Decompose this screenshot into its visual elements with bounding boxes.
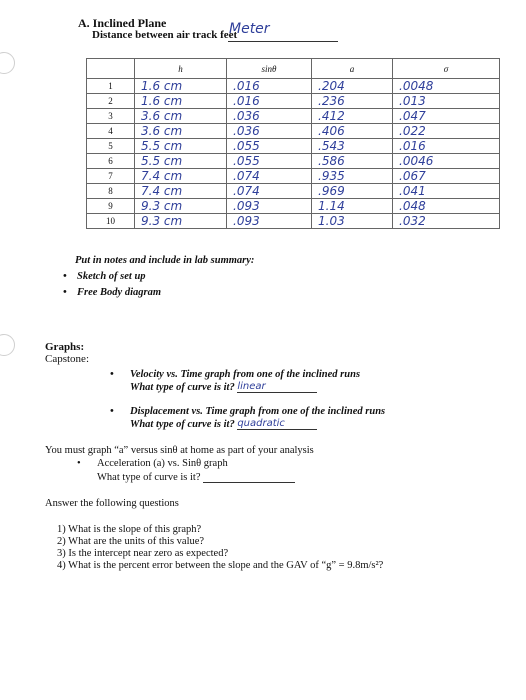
cell-sigma: .0046: [393, 154, 500, 169]
notes-instruction: Put in notes and include in lab summary:: [75, 255, 255, 266]
cell-a: .204: [312, 79, 393, 94]
cell-h: 5.5 cm: [135, 139, 227, 154]
q2-answer-line: [237, 418, 317, 430]
q2-line2: What type of curve is it?: [130, 419, 235, 430]
cell-sin: .016: [227, 79, 312, 94]
cell-sigma: .041: [393, 184, 500, 199]
must-graph-sub: [97, 471, 295, 483]
notes-bullet-item: [63, 287, 161, 298]
graph-question-2: [110, 406, 385, 417]
capstone-label: Capstone:: [45, 353, 89, 365]
header-h: h: [135, 59, 227, 79]
cell-sigma: .047: [393, 109, 500, 124]
questions-intro: Answer the following questions: [45, 498, 179, 509]
cell-sigma: .022: [393, 124, 500, 139]
graph-question-1: [110, 369, 360, 380]
cell-sin: .055: [227, 139, 312, 154]
row-number: 6: [87, 154, 135, 169]
must-graph-bullet: Acceleration (a) vs. Sinθ graph: [97, 458, 228, 469]
table-row: [87, 154, 500, 169]
cell-sigma: .067: [393, 169, 500, 184]
cell-sigma: .048: [393, 199, 500, 214]
table-row: [87, 199, 500, 214]
table-header-row: [87, 59, 500, 79]
cell-sin: .016: [227, 94, 312, 109]
q1-answer: linear: [237, 381, 266, 392]
cell-sin: .036: [227, 109, 312, 124]
q2-line1: Displacement vs. Time graph from one of the inclined runs: [130, 406, 386, 417]
header-sigma: σ: [393, 59, 500, 79]
graph-question-1-curve: [130, 381, 317, 393]
must-graph-answer-line: [203, 471, 295, 483]
hole-punch-mark-top: [0, 52, 15, 74]
bullet-icon: •: [110, 406, 114, 417]
data-table: [86, 58, 500, 229]
header-sin: sinθ: [227, 59, 312, 79]
bullet-icon: •: [63, 287, 67, 298]
cell-sigma: .013: [393, 94, 500, 109]
cell-h: 9.3 cm: [135, 214, 227, 229]
cell-h: 7.4 cm: [135, 169, 227, 184]
cell-sigma: .032: [393, 214, 500, 229]
table-row: [87, 214, 500, 229]
row-number: 10: [87, 214, 135, 229]
cell-a: .406: [312, 124, 393, 139]
must-graph-sub-label: What type of curve is it?: [97, 472, 201, 483]
bullet-icon: •: [110, 369, 114, 380]
cell-sin: .093: [227, 199, 312, 214]
cell-a: 1.03: [312, 214, 393, 229]
header-a: a: [312, 59, 393, 79]
question-item: 2) What are the units of this value?: [57, 536, 205, 547]
q1-answer-line: [237, 381, 317, 393]
cell-h: 3.6 cm: [135, 109, 227, 124]
cell-h: 9.3 cm: [135, 199, 227, 214]
table-row: [87, 169, 500, 184]
bullet-icon: •: [77, 458, 81, 469]
cell-sigma: .0048: [393, 79, 500, 94]
table-row: [87, 109, 500, 124]
notes-bullet-item: [63, 271, 146, 282]
row-number: 7: [87, 169, 135, 184]
table-row: [87, 79, 500, 94]
graphs-heading: Graphs:: [45, 341, 85, 353]
notes-bullet-label: Sketch of set up: [77, 271, 146, 282]
must-graph-bullet-item: [77, 458, 228, 469]
row-number: 9: [87, 199, 135, 214]
table-row: [87, 139, 500, 154]
cell-a: .236: [312, 94, 393, 109]
distance-answer: Meter: [229, 21, 270, 37]
question-item: 3) Is the intercept near zero as expected?: [57, 548, 229, 559]
header-index: [87, 59, 135, 79]
cell-h: 7.4 cm: [135, 184, 227, 199]
graph-question-2-curve: [130, 418, 317, 430]
cell-sin: .093: [227, 214, 312, 229]
cell-sin: .074: [227, 169, 312, 184]
bullet-icon: •: [63, 271, 67, 282]
cell-a: .969: [312, 184, 393, 199]
question-item: 4) What is the percent error between the slope and the GAV of “g” = 9.8m/s²?: [57, 560, 384, 571]
cell-a: .935: [312, 169, 393, 184]
cell-sin: .055: [227, 154, 312, 169]
cell-sin: .036: [227, 124, 312, 139]
cell-h: 3.6 cm: [135, 124, 227, 139]
notes-bullet-label: Free Body diagram: [77, 287, 161, 298]
hole-punch-mark-middle: [0, 334, 15, 356]
row-number: 1: [87, 79, 135, 94]
row-number: 2: [87, 94, 135, 109]
cell-a: .543: [312, 139, 393, 154]
section-title: A. Inclined Plane: [78, 16, 167, 30]
cell-a: 1.14: [312, 199, 393, 214]
q1-line1: Velocity vs. Time graph from one of the inclined runs: [130, 369, 361, 380]
cell-h: 1.6 cm: [135, 79, 227, 94]
cell-sigma: .016: [393, 139, 500, 154]
table-row: [87, 94, 500, 109]
q2-answer: quadratic: [237, 418, 285, 429]
distance-answer-line: [228, 41, 338, 42]
cell-a: .586: [312, 154, 393, 169]
row-number: 3: [87, 109, 135, 124]
cell-h: 1.6 cm: [135, 94, 227, 109]
distance-label: Distance between air track feet: [92, 29, 238, 41]
table-row: [87, 124, 500, 139]
cell-h: 5.5 cm: [135, 154, 227, 169]
cell-sin: .074: [227, 184, 312, 199]
must-graph-line: You must graph “a” versus sinθ at home as part of your analysis: [45, 445, 314, 456]
table-row: [87, 184, 500, 199]
question-item: 1) What is the slope of this graph?: [57, 524, 202, 535]
q1-line2: What type of curve is it?: [130, 382, 235, 393]
row-number: 4: [87, 124, 135, 139]
row-number: 8: [87, 184, 135, 199]
row-number: 5: [87, 139, 135, 154]
cell-a: .412: [312, 109, 393, 124]
